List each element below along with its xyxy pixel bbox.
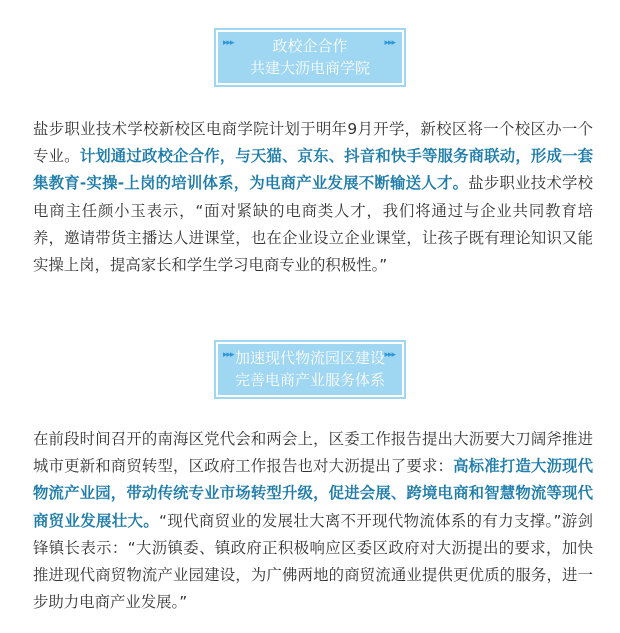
arrow-right-icon: ▸▸▸ xyxy=(223,38,234,48)
paragraph-highlight: 计划通过政校企合作，与天猫、京东、抖音和快手等服务商联动，形成一套集教育-实操-上岗的培训体系，为电商产业发展不断输送人才。 xyxy=(33,147,593,193)
banner-title: 加速现代物流园区建设 xyxy=(234,349,385,367)
arrow-right-icon: ▸▸▸ xyxy=(223,350,234,360)
banner-title: 政校企合作 xyxy=(272,37,348,55)
arrow-right-icon: ▸▸▸ xyxy=(384,350,395,360)
paragraph-text: 盐步职业技术学校电商主任颜小玉表示，“面对紧缺的电商类人才，我们将通过与企业共同教育培养，邀请带货主播达人进课堂，也在企业设立企业课堂，让孩子既有理论知识又能实操上岗，提高家长和学生学习电商专业的积极性。” xyxy=(33,174,593,275)
banner-inner xyxy=(218,344,402,395)
paragraph-text: “现代商贸业的发展壮大离不开现代物流体系的有力支撑。”游剑锋镇长表示：“大沥镇委、镇政府正积极响应区委区政府对大沥提出的要求，加快推进现代商贸物流产业园建设，为广佛两地的商贸流通业提供更优质的服务，进一步助力电商产业发展。” xyxy=(33,511,593,612)
section1-paragraph xyxy=(33,116,593,279)
banner-inner xyxy=(218,32,402,83)
arrow-right-icon: ▸▸▸ xyxy=(384,38,395,48)
paragraph-highlight: 高标准打造大沥现代物流产业园，带动传统专业市场转型升级，促进会展、跨境电商和智慧物流等现代商贸业发展壮大。 xyxy=(33,457,593,530)
banner-subtitle: 完善电商产业服务体系 xyxy=(234,371,385,389)
paragraph-text: 在前段时间召开的南海区党代会和两会上，区委工作报告提出大沥要大刀阔斧推进城市更新和商贸转型，区政府工作报告也对大沥提出了要求： xyxy=(33,430,593,476)
section-banner-2 xyxy=(214,340,406,399)
section2-paragraph xyxy=(33,426,593,616)
section-banner-1 xyxy=(214,28,406,87)
banner-subtitle: 共建大沥电商学院 xyxy=(249,59,370,77)
paragraph-text: 盐步职业技术学校新校区电商学院计划于明年9月开学，新校区将一个校区办一个专业。 xyxy=(33,120,593,166)
